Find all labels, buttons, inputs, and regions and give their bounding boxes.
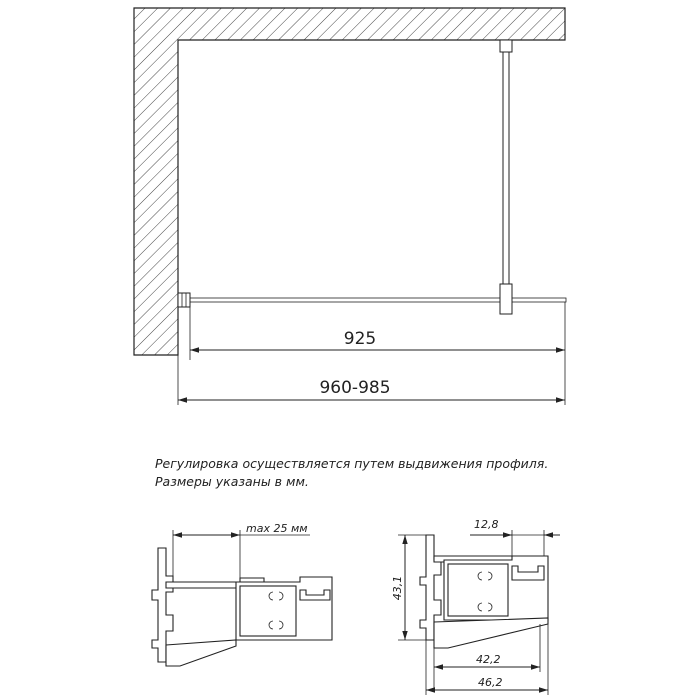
profile-detail-left [152,522,332,666]
stabilizer-bar [503,50,509,285]
dim-inner: 42,2 [476,653,501,666]
dim-total-width: 960-985 [319,378,391,398]
note-units: Размеры указаны в мм. [155,474,309,489]
dim-glass-width: 925 [343,329,377,349]
note-adjustment: Регулировка осуществляется путем выдвижения профиля. [155,456,549,471]
profile-detail-right [391,518,560,695]
dim-height: 43,1 [391,575,404,601]
plan-view [134,8,566,405]
stabilizer-glass-clamp [500,284,512,314]
dim-outer: 46,2 [478,676,503,689]
dim-max-adjust: max 25 мм [246,522,308,535]
dim-top: 12,8 [474,518,499,531]
wall-profile [178,293,190,307]
stabilizer-wall-mount [500,40,512,52]
